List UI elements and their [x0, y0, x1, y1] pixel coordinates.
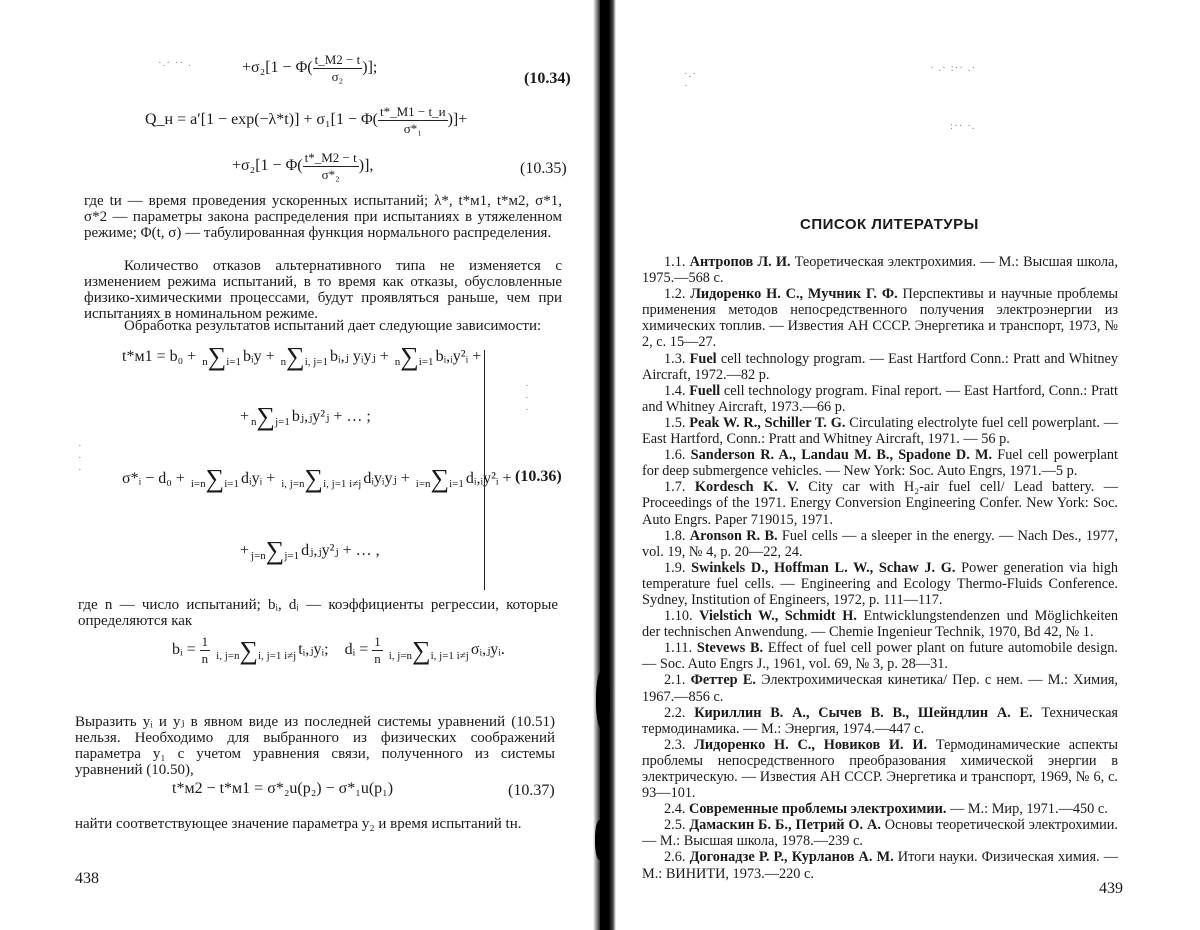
reference-details: Fuel cell powerplant for deep submergence vehicles. — New York: Soc. Auto Engrs, 1971.—5 p. — [642, 447, 1119, 480]
reference-number: 1.6. — [664, 447, 686, 464]
reference-item — [642, 817, 1118, 849]
scan-noise: · · · — [78, 440, 83, 476]
scan-noise: :·· ·. — [950, 120, 976, 132]
reference-details: City car with H₂-air fuel cell/ Lead battery. — Proceedings of the 1971. Energy Conversion Engineering Confer. New York: Soc. Auto Engrs. Paper 719015, 1971. — [642, 479, 1118, 528]
scan-noise: · .· :·· .· — [930, 62, 977, 74]
reference-list — [642, 254, 1118, 882]
paragraph-regression: где n — число испытаний; bᵢ, dᵢ — коэффициенты регрессии, которые определяются как — [78, 597, 558, 629]
reference-details: Circulating electrolyte fuel cell powerplant. — East Hartford, Conn.: Pratt and Whitney Aircraft, 1971. — 56 p. — [642, 414, 1119, 448]
reference-authors: Kordesch K. V. — [694, 479, 799, 496]
reference-authors: Лидоренко Н. С., Новиков И. И. — [694, 736, 928, 753]
reference-number: 1.2. — [664, 286, 686, 303]
reference-authors: Aronson R. B. — [689, 527, 778, 544]
reference-number: 1.10. — [664, 608, 693, 625]
reference-details: Электрохимическая кинетика/ Пер. с нем. — М.: Химия, 1967.—856 с. — [642, 672, 1119, 705]
reference-item — [642, 447, 1118, 479]
reference-details: Power generation via high temperature fuel cells. — Engineering and Ecology Thermo-Fluids Conference. Sydney, Institution of Engineers, 1972, p. 111—117. — [642, 559, 1118, 608]
reference-details: Fuel cells — a sleeper in the energy. — Nach Des., 1977, vol. 19, № 4, p. 20—22, 24. — [642, 527, 1118, 560]
reference-item — [642, 528, 1118, 560]
coefficient-equations: bᵢ = $\frac{1}{n}$ i, j=n∑i, j=1 i≠j tᵢ,ⱼyᵢ; dᵢ = $\frac{1}{n}$ i, j=n∑i, j=1 i≠j σᵢ,ⱼyᵢ. — [172, 634, 505, 666]
reference-item — [642, 479, 1118, 527]
reference-authors: Stevews B. — [696, 640, 764, 657]
reference-item — [642, 672, 1118, 704]
reference-details: — М.: Мир, 1971.—450 с. — [946, 801, 1108, 818]
equation-number: (10.34) — [524, 70, 571, 87]
reference-authors: Sanderson R. A., Landau M. B., Spadone D. M. — [690, 447, 993, 464]
page-number-right: 439 — [1099, 880, 1123, 897]
reference-item — [642, 801, 1118, 817]
reference-number: 1.11. — [664, 640, 693, 657]
scan-noise: · · · — [525, 380, 530, 416]
reference-number: 1.4. — [664, 382, 686, 399]
equation-number: (10.37) — [508, 782, 555, 799]
reference-details: Основы теоретической электрохимии. — М.: Высшая школа, 1978.—239 с. — [642, 817, 1118, 850]
reference-item — [642, 737, 1118, 801]
equation-10-35-line1: Q_н = a′[1 − exp(−λ*t)] + σ₁[1 − Φ( $\frac{t*\_M1 - t\_и}{\text{σ*₁}}$ )]+ — [145, 104, 468, 136]
reference-authors: Антропов Л. И. — [689, 254, 791, 270]
reference-item — [642, 640, 1118, 672]
reference-item — [642, 254, 1118, 286]
reference-details: Итоги науки. Физическая химия. — М.: ВИНИТИ, 1973.—220 с. — [642, 849, 1119, 882]
equation-number: (10.36) — [515, 468, 562, 485]
reference-authors: Кириллин В. А., Сычев В. В., Шейндлин А. Е. — [694, 704, 1033, 721]
reference-authors: Swinkels D., Hoffman L. W., Schaw J. G. — [691, 559, 956, 576]
reference-item — [642, 705, 1118, 737]
reference-details: Перспективы и научные проблемы применения методов непосредственного получения электроэнергии из химических топлив. — Известия АН СССР. Энергетика и транспорт, 1973, № 2, с. 15—27. — [642, 286, 1118, 351]
reference-authors: Peak W. R., Schiller T. G. — [689, 414, 846, 431]
reference-authors: Vielstich W., Schmidt H. — [699, 608, 857, 625]
scan-noise: ·.· · — [684, 68, 698, 92]
reference-number: 2.6. — [664, 849, 686, 866]
right-page — [600, 0, 1200, 930]
reference-item — [642, 383, 1118, 415]
reference-number: 1.8. — [664, 527, 686, 544]
reference-authors: Догонадзе Р. Р., Курланов А. М. — [689, 849, 894, 866]
reference-number: 2.2. — [664, 704, 686, 721]
reference-item — [642, 560, 1118, 608]
scan-artifact — [595, 820, 605, 860]
reference-number: 1.7. — [664, 479, 686, 496]
equation-number: (10.35) — [520, 160, 567, 177]
reference-authors: Современные проблемы электрохимии. — [689, 801, 947, 818]
equation-10-37: t*м2 − t*м1 = σ*₂u(p₂) − σ*₁u(p₁) — [172, 780, 394, 797]
system-line-2: + n∑j=1 bⱼ,ⱼy²ⱼ + … ; — [240, 402, 371, 432]
reference-authors: Дамаскин Б. Б., Петрий О. А. — [689, 817, 881, 834]
references-heading: СПИСОК ЛИТЕРАТУРЫ — [800, 216, 979, 233]
paragraph-failures: Количество отказов альтернативного типа не изменяется с изменением режима испытаний, в то время как отказы, обусловленные физико-химическими процессами, будут проявляться раньше, чем при испытаниях в номинальном режиме. — [84, 258, 562, 322]
reference-item — [642, 286, 1118, 350]
reference-number: 2.4. — [664, 801, 686, 818]
reference-number: 2.3. — [664, 736, 686, 753]
reference-number: 1.1. — [664, 254, 686, 270]
book-gutter-shadow — [600, 0, 616, 930]
reference-details: Entwicklungstendenzen und Möglichkeiten der technischen Anwendung. — Chemie Ingenieur Technik, 1970, Bd 42, № 1. — [642, 608, 1118, 641]
reference-number: 2.1. — [664, 672, 686, 689]
paragraph-processing: Обработка результатов испытаний дает следующие зависимости: — [124, 318, 542, 334]
reference-item — [642, 415, 1118, 447]
system-line-1: t*м1 = b₀ + n∑i=1 bᵢy + n∑i, j=1 bᵢ,ⱼ yᵢyⱼ + n∑i=1 bᵢ,ᵢy²ᵢ + — [122, 342, 482, 372]
reference-details: Техническая термодинамика. — М.: Энергия, 1974.—447 с. — [642, 704, 1119, 737]
reference-item — [642, 351, 1118, 383]
paragraph-find: найти соответствующее значение параметра y₂ и время испытаний tн. — [75, 816, 522, 832]
reference-number: 2.5. — [664, 817, 686, 834]
equation-10-35-line2: +σ₂[1 − Φ( $\frac{t*\_M2 - t}{\text{σ*₂}}$ )], — [232, 150, 374, 182]
reference-authors: Феттер Е. — [690, 672, 756, 689]
reference-details: Термодинамические аспекты проблемы непосредственного преобразования химической энергии в электрическую. — Известия АН СССР. Энергетика и транспорт, 1969, № 6, с. 93—101. — [642, 736, 1119, 802]
reference-authors: Лидоренко Н. С., Мучник Г. Ф. — [690, 286, 898, 303]
equation-10-34: +σ₂[1 − Φ( $\frac{t\_M2 - t}{\text{σ₂}}$ )]; — [242, 52, 378, 84]
reference-item — [642, 608, 1118, 640]
reference-number: 1.9. — [664, 559, 686, 576]
page-number-left: 438 — [75, 870, 99, 887]
reference-number: 1.5. — [664, 414, 686, 431]
paragraph-express: Выразить yᵢ и yⱼ в явном виде из последней системы уравнений (10.51) нельзя. Необходимо для выбранного из физических соображений параметра y₁ с учетом уравнения связи, полученного из системы уравнений (10.50), — [75, 714, 555, 778]
reference-details: Теоретическая электрохимия. — М.: Высшая школа, 1975.—568 с. — [642, 254, 1118, 287]
reference-authors: Fuell — [689, 382, 721, 399]
system-line-4: + j=n∑j=1 dⱼ,ⱼy²ⱼ + … , — [240, 536, 380, 566]
reference-item — [642, 849, 1118, 881]
scan-artifact — [596, 670, 610, 730]
system-brace — [484, 350, 485, 590]
reference-number: 1.3. — [664, 350, 686, 367]
reference-details: cell technology program. Final report. — East Hartford, Conn.: Pratt and Whitney Aircraft, 1973.—66 p. — [642, 382, 1118, 415]
paragraph-definitions: где tи — время проведения ускоренных испытаний; λ*, t*м1, t*м2, σ*1, σ*2 — параметры закона распределения при испытаниях в утяжеленном режиме; Φ(t, σ) — табулированная функция нормального распределения. — [84, 193, 562, 241]
system-line-3: σ*ᵢ − d₀ + i=n∑i=1 dᵢyᵢ + i, j=n∑i, j=1 i≠j dᵢyᵢyⱼ + i=n∑i=1 dᵢ,ᵢy²ᵢ + — [122, 464, 512, 494]
reference-details: cell technology program. — East Hartford Conn.: Pratt and Whitney Aircraft, 1972.—82 p. — [642, 350, 1118, 383]
reference-details: Effect of fuel cell power plant on future automobile design. — Soc. Auto Engrs J., 1961, vol. 69, № 3, p. 28—31. — [642, 640, 1118, 673]
scan-noise: ·.· ·· . — [158, 57, 192, 69]
reference-authors: Fuel — [689, 350, 717, 367]
